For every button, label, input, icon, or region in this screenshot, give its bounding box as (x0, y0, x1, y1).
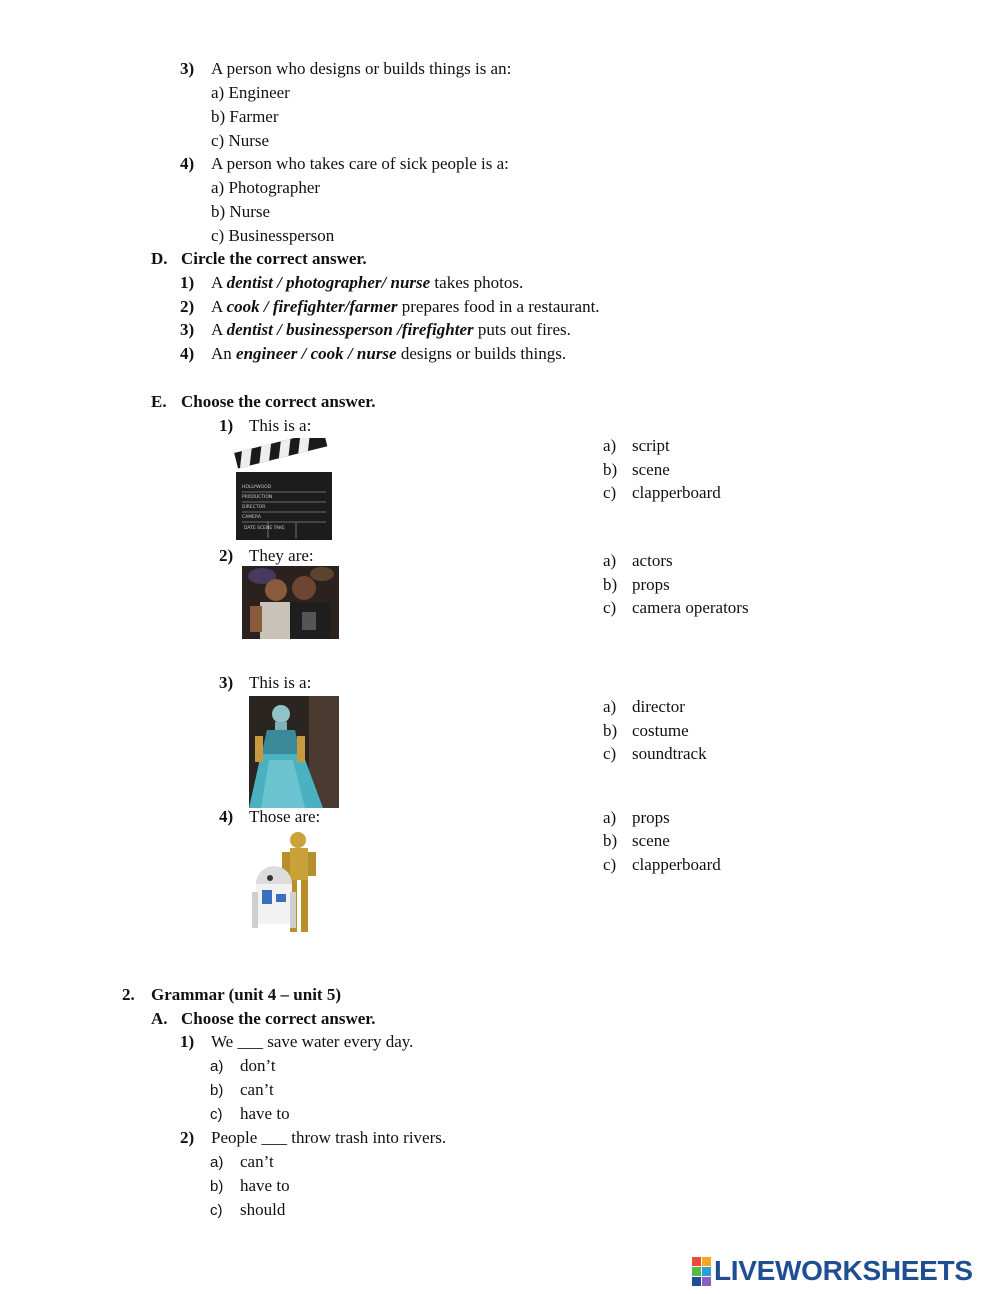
answer-option[interactable]: camera operators (632, 598, 749, 617)
sentence-start: An (211, 344, 237, 363)
logo-square (702, 1257, 711, 1266)
question-prompt: They are: (249, 546, 314, 565)
question-prompt: This is a: (249, 673, 312, 692)
sentence-row (180, 273, 194, 293)
option-letter: a) (603, 436, 617, 455)
choice-group[interactable]: dentist / businessperson /firefighter (226, 320, 474, 339)
option-letter: c) (603, 483, 617, 502)
sentence-end: takes photos. (430, 273, 524, 292)
option-letter: b) (603, 721, 618, 740)
question-text: A person who designs or builds things is an: (211, 59, 512, 78)
part-number: 2. (122, 985, 135, 1004)
actors-image (242, 566, 339, 639)
answer-option[interactable]: actors (632, 551, 673, 570)
option-letter: a) (603, 808, 617, 827)
question-text: We ___ save water every day. (211, 1032, 414, 1051)
option-letter: a) (210, 1058, 224, 1075)
sentence (211, 320, 571, 340)
option-letter: c) (210, 1202, 223, 1219)
question-number: 4) (180, 154, 195, 173)
answer-option[interactable]: can’t (240, 1152, 274, 1171)
clapper-text: PRODUCTION (242, 495, 273, 500)
logo-square (702, 1277, 711, 1286)
robots-image (248, 828, 340, 936)
sentence-start: A (211, 273, 227, 292)
answer-option[interactable]: b) Farmer (211, 107, 279, 126)
question-number: 1) (180, 273, 195, 292)
choice-group[interactable]: cook / firefighter/farmer (226, 297, 398, 316)
logo-square (702, 1267, 711, 1276)
logo-mark-icon (692, 1257, 711, 1286)
question-number: 3) (180, 59, 195, 78)
sentence (211, 297, 600, 317)
question-number: 3) (219, 673, 234, 692)
question-text: A person who takes care of sick people is a: (211, 154, 509, 173)
sentence-start: A (211, 297, 227, 316)
choice-group[interactable]: dentist / photographer/ nurse (226, 273, 431, 292)
answer-option[interactable]: script (632, 436, 670, 455)
clapperboard-image (232, 438, 342, 544)
section-title: Circle the correct answer. (181, 249, 367, 268)
sentence-start: A (211, 320, 227, 339)
sentence-row (180, 320, 194, 340)
option-letter: a) (603, 551, 617, 570)
clapper-text: DATE SCENE TAKE (244, 526, 285, 531)
section-title: Choose the correct answer. (181, 392, 376, 411)
clapper-text: CAMERA (242, 515, 261, 520)
answer-option[interactable]: scene (632, 831, 670, 850)
answer-option[interactable]: director (632, 697, 685, 716)
section-letter: D. (151, 249, 168, 268)
question-number: 3) (180, 320, 195, 339)
logo-text: LIVEWORKSHEETS (714, 1255, 973, 1286)
option-letter: a) (603, 697, 617, 716)
section-letter: E. (151, 392, 167, 411)
costume-image (249, 696, 339, 808)
question-number: 1) (219, 416, 234, 435)
option-letter: b) (603, 460, 618, 479)
clapper-text: DIRECTOR (242, 505, 266, 510)
clapper-text: HOLLYWOOD (242, 485, 272, 490)
logo-square (692, 1257, 701, 1266)
answer-option[interactable]: should (240, 1200, 286, 1219)
sentence-end: puts out fires. (473, 320, 571, 339)
sentence-end: prepares food in a restaurant. (397, 297, 600, 316)
answer-option[interactable]: props (632, 808, 670, 827)
sentence-end: designs or builds things. (396, 344, 567, 363)
option-letter: c) (603, 598, 617, 617)
sentence (211, 344, 566, 364)
answer-option[interactable]: clapperboard (632, 483, 721, 502)
question-number: 2) (180, 1128, 195, 1147)
answer-option[interactable]: c) Businessperson (211, 226, 335, 245)
option-letter: a) (210, 1154, 224, 1171)
answer-option[interactable]: soundtrack (632, 744, 707, 763)
sentence-row (180, 344, 194, 364)
option-letter: b) (210, 1082, 224, 1099)
logo-square (692, 1277, 701, 1286)
sentence-row (180, 297, 194, 317)
question-number: 2) (180, 297, 195, 316)
answer-option[interactable]: scene (632, 460, 670, 479)
section-letter: A. (151, 1009, 168, 1028)
answer-option[interactable]: don’t (240, 1056, 276, 1075)
question-number: 1) (180, 1032, 195, 1051)
option-letter: c) (603, 855, 617, 874)
choice-group[interactable]: engineer / cook / nurse (236, 344, 397, 363)
logo-square (692, 1267, 701, 1276)
sentence (211, 273, 523, 293)
answer-option[interactable]: a) Engineer (211, 83, 290, 102)
question-text: People ___ throw trash into rivers. (211, 1128, 447, 1147)
part-title: Grammar (unit 4 – unit 5) (151, 985, 341, 1004)
option-letter: b) (603, 831, 618, 850)
answer-option[interactable]: have to (240, 1176, 290, 1195)
option-letter: b) (210, 1178, 224, 1195)
question-number: 2) (219, 546, 234, 565)
liveworksheets-logo[interactable] (692, 1256, 973, 1286)
question-prompt: Those are: (249, 807, 321, 826)
answer-option[interactable]: b) Nurse (211, 202, 271, 221)
section-title: Choose the correct answer. (181, 1009, 376, 1028)
answer-option[interactable]: a) Photographer (211, 178, 321, 197)
question-number: 4) (219, 807, 234, 826)
answer-option[interactable]: c) Nurse (211, 131, 270, 150)
option-letter: c) (210, 1106, 223, 1123)
question-number: 4) (180, 344, 195, 363)
answer-option[interactable]: have to (240, 1104, 290, 1123)
answer-option[interactable]: costume (632, 721, 689, 740)
question-prompt: This is a: (249, 416, 312, 435)
answer-option[interactable]: clapperboard (632, 855, 721, 874)
answer-option[interactable]: can’t (240, 1080, 274, 1099)
option-letter: c) (603, 744, 617, 763)
answer-option[interactable]: props (632, 575, 670, 594)
option-letter: b) (603, 575, 618, 594)
